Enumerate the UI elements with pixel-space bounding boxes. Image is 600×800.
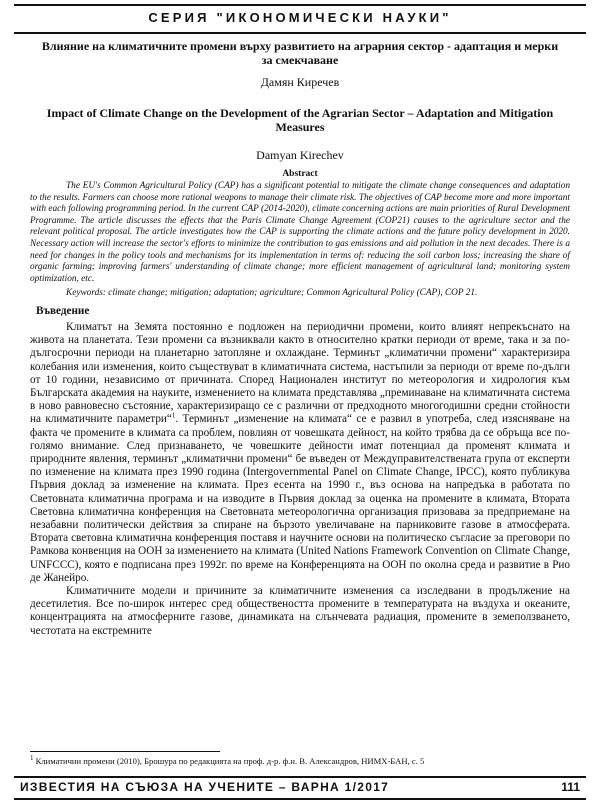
paragraph: Климатичните модели и причините за климатичните изменения са изследвани в продължение на десетилетия. Все по-широк интерес сред обществеността промените в температурата на въздуха и океаните, концентрацията на атмосферните газове, динамиката на слънчевата радиация, промените в земеползването, честотата на екстремните bbox=[30, 585, 570, 637]
paragraph bbox=[30, 321, 570, 585]
footnote-mark: 1 bbox=[30, 754, 34, 763]
paragraph-text: . Терминът „изменение на климата“ се е развил в употреба, след изясняване на факта че промените в климата са проблем, повлиян от човешката дейност, на който трябва да се обръща все по-голямо внимание. След признаването, че човешките дейности имат потенциал да променят климата и природните явления, терминът „климатични промени“ бе въведен от Междуправителствената група от експерти по изменение на климата през 1990 година (Intergovernmental Panel on Climate Change, IPCC), която публикува Първия доклад за изменение на климата. През есента на 1990 г., въз основа на напредъка в работата по Световната климатична програма и на изводите в Първия доклад за оценка на промените в климата, Втората Световна климатична конференция на Световната метеорологична организация призовава за предприемане на незабавни политически действия за спиране на бързото увеличаване на парниковите газове в атмосферата. Втората световна климатична конференция поставя и научните основи на политическо съгласие за преговори по Рамкова конвенция на ООН за изменението на климата (United Nations Framework Convention on Climate Change, UNFCCC), която е подписана през 1992г. по време на Конференцията на ООН по околна среда и развитие в Рио де Жанейро. bbox=[30, 413, 570, 584]
footnote-divider bbox=[30, 751, 220, 752]
section-heading-introduction: Въведение bbox=[36, 305, 90, 317]
author-name-bg: Дамян Киречев bbox=[260, 75, 340, 89]
paragraph-text: Климатът на Земята постоянно е подложен на периодични промени, които влияят непрекъснато на живота на планетата. Тези промени са възниквали както в относително кратки периоди от време, така и за по-дългосрочни периоди на планетарно затопляне и охлаждане. Терминът „климатични промени“ характеризира колебания или изменения, които съществуват в климатичната система, настъпили за периоди от време по-дълги от 10 години, независимо от причината. Според Национален институт по метеорология и хидрология към Българската академия на науките, изменението на климата представлява „преминаване на климатичната система в ново равновесно състояние, характеризиращо се с различни от предходното многогодишни средни стойности на климатичните параметри“ bbox=[30, 321, 570, 426]
article-title-en: Impact of Climate Change on the Development of the Agrarian Sector – Adaptation and Mitigation Measures bbox=[46, 106, 554, 134]
series-header bbox=[14, 4, 586, 34]
introduction-body bbox=[30, 321, 570, 638]
series-title: СЕРИЯ "ИКОНОМИЧЕСКИ НАУКИ" bbox=[148, 10, 452, 25]
abstract-heading: Abstract bbox=[282, 169, 318, 179]
journal-name: ИЗВЕСТИЯ НА СЪЮЗА НА УЧЕНИТЕ – ВАРНА 1/2017 bbox=[20, 780, 390, 794]
article-title-bg: Влияние на климатичните промени върху развитието на аграрния сектор - адаптация и мерки за смекчаване bbox=[41, 39, 559, 67]
keywords: Keywords: climate change; mitigation; adaptation; agriculture; Common Agricultural Policy (CAP), COP 21. bbox=[66, 288, 478, 298]
footnote-reference[interactable]: 1 bbox=[171, 411, 176, 420]
footnote-text: Климатични промени (2010), Брошура по редакцията на проф. д-р. ф.н. В. Александров, НИМХ-БАН, с. 5 bbox=[33, 756, 425, 766]
page-number: 111 bbox=[561, 780, 580, 794]
author-name-en: Damyan Kirechev bbox=[256, 148, 344, 162]
abstract-text: The EU's Common Agricultural Policy (CAP) has a significant potential to mitigate the climate change consequences and adaptation to the results. Farmers can choose more rational weapons to manage their climate risk. The objectives of CAP become more and more important with each following programming period. In the current CAP (2014-2020), climate concerning actions are main priorities of Rural Development Programme. The article discusses the effects that the Paris Climate Change Agreement (COP21) causes to the agriculture sector and the relevant political proposal. The article investigates how the CAP is supporting the climate actions and the future policy development in 2020. Necessary action will increase the sector's efforts to minimize the contribution to gas emissions and aid pollution in the next decades. There is a need for changes in the policy tools and mechanisms for its implementation in terms of: reducing the soil carbon loss; increasing the share of organic farming; improving farmers' understanding of climate change; more efficient management of agricultural land; monitoring system optimization, etc. bbox=[30, 181, 570, 284]
page-footer bbox=[14, 776, 586, 800]
footnote bbox=[30, 756, 570, 766]
